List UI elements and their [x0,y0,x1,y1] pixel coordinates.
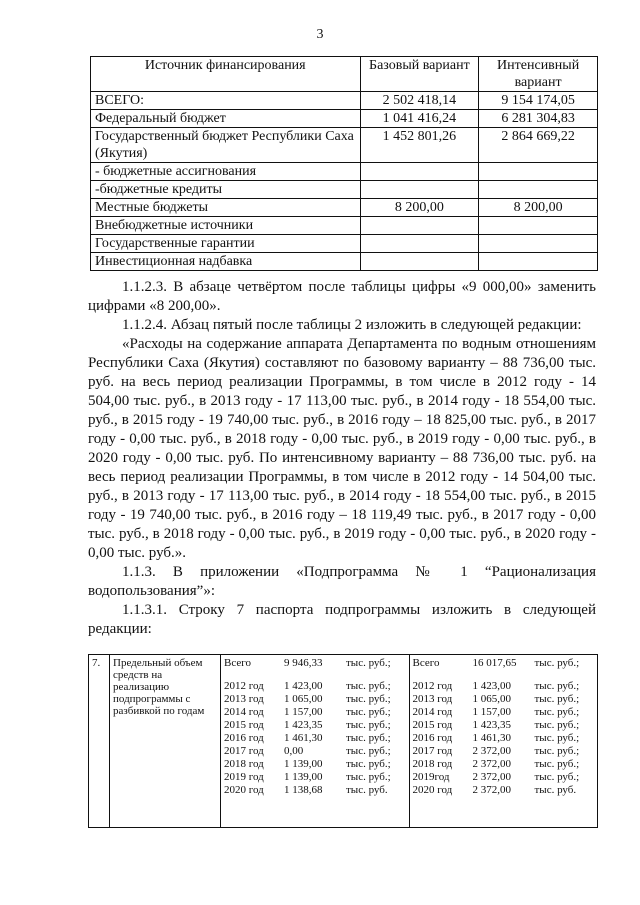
year-value: 1 423,35 [472,719,511,731]
year-unit: тыс. руб.; [346,745,391,757]
year-year: 2016 год [224,732,264,744]
body-text [88,278,596,639]
intensive-variant-list [413,657,595,797]
year-year: 2019год [412,771,450,783]
year-year: 2012 год [224,680,264,692]
year-value: 2 372,00 [472,745,511,757]
year-unit: тыс. руб.; [346,657,391,669]
year-year: 2018 год [224,758,264,770]
year-value: 2 372,00 [472,784,511,796]
row-source: Государственные гарантии [91,235,361,253]
year-year: 2020 год [224,784,264,796]
year-year: Всего [412,657,440,669]
table-header-row [91,57,598,92]
year-value: 1 423,35 [284,719,323,731]
row-intensive: 6 281 304,83 [479,110,598,128]
row-source: Федеральный бюджет [91,110,361,128]
table-row [91,217,598,235]
header-source: Источник финансирования [91,57,361,92]
finance-table [90,56,598,271]
table-row [91,253,598,271]
header-intensive: Интенсивный вариант [479,57,598,92]
subprogram-passport-table [88,654,598,828]
paragraph-expenses-quote: «Расходы на содержание аппарата Департамента по водным отношениям Республики Саха (Якутия) составляют по базовому варианту – 88 736,00 тыс. руб. на весь период реализации Программы, в том числе в 2012 году - 14 504,00 тыс. руб., в 2013 году - 17 113,00 тыс. руб., в 2014 году - 18 554,00 тыс. руб., в 2015 году - 19 740,00 тыс. руб., в 2016 году – 18 825,00 тыс. руб., в 2017 году - 0,00 тыс. руб., в 2018 году - 0,00 тыс. руб., в 2019 году - 0,00 тыс. руб., в 2020 году - 0,00 тыс. руб. По интенсивному варианту – 88 736,00 тыс. руб. на весь период реализации Программы, в том числе в 2012 году - 14 504,00 тыс. руб., в 2013 году - 17 113,00 тыс. руб., в 2014 году - 18 554,00 тыс. руб., в 2015 году - 19 740,00 тыс. руб., в 2016 году – 18 119,49 тыс. руб., в 2017 году - 0,00 тыс. руб., в 2018 году - 0,00 тыс. руб., в 2019 году - 0,00 тыс. руб., в 2020 году - 0,00 тыс. руб.». [88,336,596,561]
year-unit: тыс. руб.; [346,758,391,770]
base-variant-list [224,657,406,797]
row-source: -бюджетные кредиты [91,181,361,199]
year-value: 1 461,30 [472,732,511,744]
page-number: 3 [316,27,324,42]
year-year: 2015 год [412,719,453,731]
row-number: 7. [89,655,110,828]
table-row [91,199,598,217]
year-year: 2015 год [224,719,264,731]
row-intensive [479,253,598,271]
header-base: Базовый вариант [360,57,479,92]
year-value: 1 139,00 [284,758,323,770]
row-intensive: 2 864 669,22 [479,128,598,163]
year-unit: тыс. руб.; [534,706,580,718]
year-unit: тыс. руб.; [534,680,580,692]
intensive-variant-cell [409,655,598,828]
year-unit: тыс. руб.; [534,693,580,705]
row-base [360,163,479,181]
table-row [91,181,598,199]
year-year: 2014 год [412,706,453,718]
year-value: 1 138,68 [284,784,323,796]
year-unit: тыс. руб.; [534,732,580,744]
paragraph-1-1-2-4: 1.1.2.4. Абзац пятый после таблицы 2 изложить в следующей редакции: [122,317,582,333]
row-source: - бюджетные ассигнования [91,163,361,181]
year-value: 1 423,00 [472,680,511,692]
row-intensive [479,235,598,253]
table-row [91,163,598,181]
year-year: 2013 год [224,693,264,705]
year-value: 1 139,00 [284,771,323,783]
year-value: 0,00 [284,745,304,757]
year-year: 2018 год [412,758,453,770]
year-unit: тыс. руб.; [346,771,391,783]
year-unit: тыс. руб.; [534,719,580,731]
year-year: 2017 год [412,745,453,757]
year-unit: тыс. руб.; [534,771,580,783]
row-source: Внебюджетные источники [91,217,361,235]
table-row [91,128,598,163]
row-base: 8 200,00 [360,199,479,217]
year-value: 2 372,00 [472,771,511,783]
year-year: 2019 год [224,771,264,783]
year-year: 2013 год [412,693,453,705]
base-variant-cell [221,655,410,828]
row-intensive [479,163,598,181]
year-year: Всего [224,657,251,669]
row-base: 1 452 801,26 [360,128,479,163]
table-row [91,235,598,253]
year-unit: тыс. руб. [534,784,577,796]
year-year: 2014 год [224,706,264,718]
year-year: 2016 год [412,732,453,744]
year-year: 2017 год [224,745,264,757]
year-value: 9 946,33 [284,657,323,669]
year-unit: тыс. руб.; [346,693,391,705]
row-label: Предельный объем средств на реализацию подпрограммы с разбивкой по годам [110,655,221,828]
year-value: 1 065,00 [284,693,323,705]
year-value: 16 017,65 [472,657,517,669]
year-year: 2020 год [412,784,453,796]
year-value: 1 157,00 [284,706,323,718]
table-row [91,92,598,110]
year-unit: тыс. руб.; [346,706,391,718]
paragraph-1-1-2-3: 1.1.2.3. В абзаце четвёртом после таблицы цифры «9 000,00» заменить цифрами «8 200,00». [88,279,596,314]
year-value: 1 423,00 [284,680,323,692]
paragraph-1-1-3-1: 1.1.3.1. Строку 7 паспорта подпрограммы изложить в следующей редакции: [88,602,596,637]
row-intensive [479,217,598,235]
year-unit: тыс. руб.; [534,758,580,770]
year-unit: тыс. руб.; [346,732,391,744]
row-source: ВСЕГО: [91,92,361,110]
row-intensive [479,181,598,199]
paragraph-1-1-3: 1.1.3. В приложении «Подпрограмма № 1 “Рационализация водопользования”»: [88,564,596,599]
year-unit: тыс. руб.; [346,680,391,692]
year-value: 1 461,30 [284,732,323,744]
year-unit: тыс. руб.; [534,657,580,669]
row-base [360,235,479,253]
row-base [360,217,479,235]
row-source: Инвестиционная надбавка [91,253,361,271]
table-row [91,110,598,128]
year-unit: тыс. руб.; [346,719,391,731]
year-year: 2012 год [412,680,453,692]
year-value: 1 157,00 [472,706,511,718]
row-base [360,253,479,271]
row-intensive: 9 154 174,05 [479,92,598,110]
table-row [89,655,598,828]
year-value: 1 065,00 [472,693,511,705]
row-base: 1 041 416,24 [360,110,479,128]
year-value: 2 372,00 [472,758,511,770]
year-unit: тыс. руб. [346,784,388,796]
row-source: Местные бюджеты [91,199,361,217]
row-base [360,181,479,199]
year-unit: тыс. руб.; [534,745,580,757]
row-base: 2 502 418,14 [360,92,479,110]
row-intensive: 8 200,00 [479,199,598,217]
row-source: Государственный бюджет Республики Саха (Якутия) [91,128,361,163]
